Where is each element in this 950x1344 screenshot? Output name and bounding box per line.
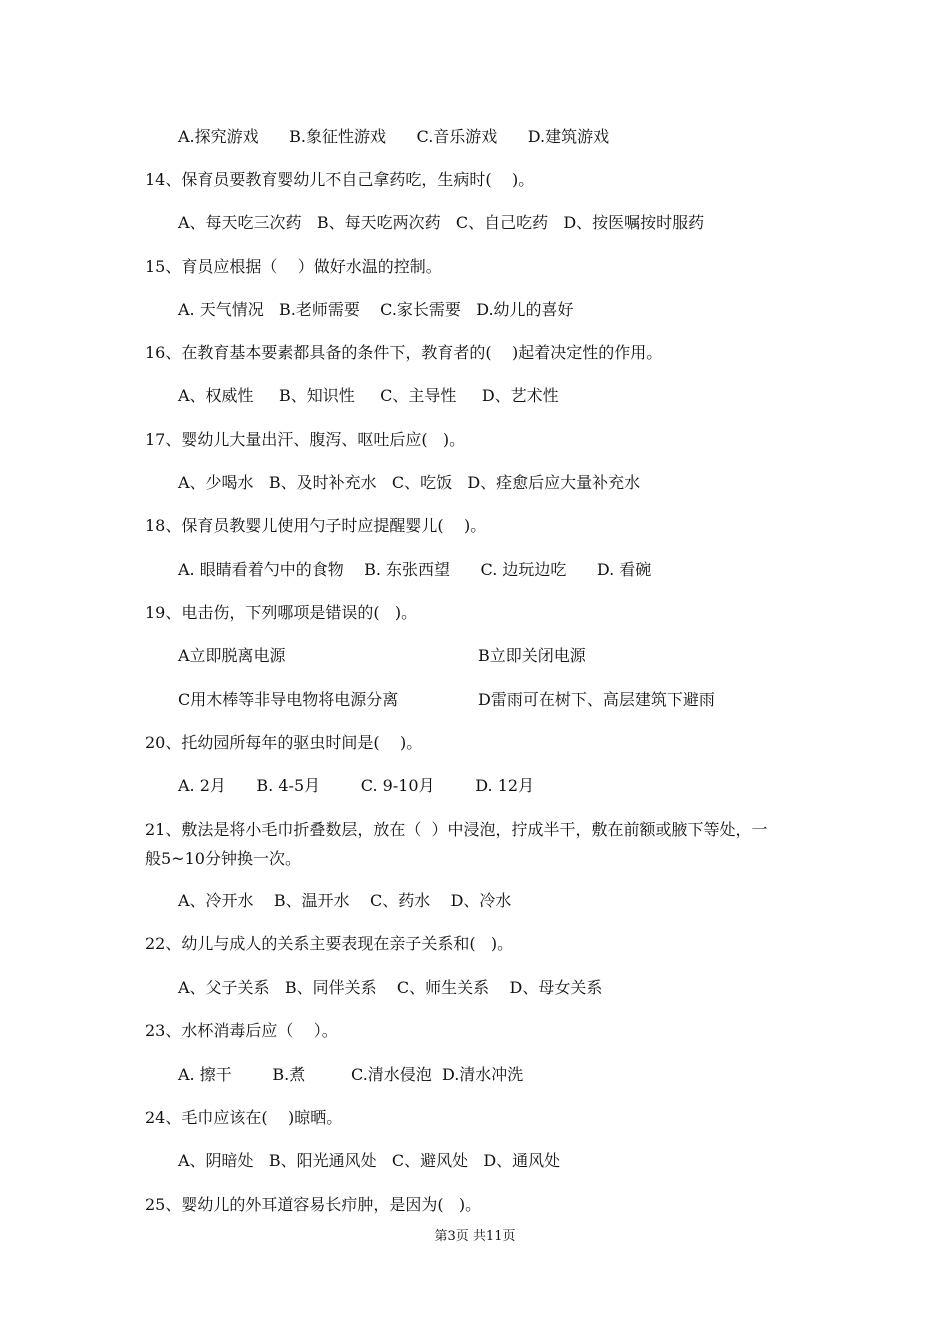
question-18: 18、保育员教婴儿使用勺子时应提醒婴儿( )。 bbox=[145, 516, 487, 535]
q22-options: A、父子关系 B、同伴关系 C、师生关系 D、母女关系 bbox=[178, 978, 603, 997]
question-24: 24、毛巾应该在( )晾晒。 bbox=[145, 1108, 343, 1127]
q15-options: A. 天气情况 B.老师需要 C.家长需要 D.幼儿的喜好 bbox=[178, 300, 574, 319]
q19-option-b: B立即关闭电源 bbox=[478, 646, 586, 665]
q19-option-c: C用木棒等非导电物将电源分离 bbox=[178, 690, 399, 709]
q18-options: A. 眼睛看着勺中的食物 B. 东张西望 C. 边玩边吃 D. 看碗 bbox=[178, 560, 652, 579]
q24-options: A、阴暗处 B、阳光通风处 C、避风处 D、通风处 bbox=[178, 1151, 561, 1170]
q14-options: A、每天吃三次药 B、每天吃两次药 C、自己吃药 D、按医嘱按时服药 bbox=[178, 213, 705, 232]
question-20: 20、托幼园所每年的驱虫时间是( )。 bbox=[145, 733, 423, 752]
question-15: 15、育员应根据（ ）做好水温的控制。 bbox=[145, 257, 442, 276]
q20-options: A. 2月 B. 4-5月 C. 9-10月 D. 12月 bbox=[178, 776, 535, 795]
question-14: 14、保育员要教育婴幼儿不自己拿药吃，生病时( )。 bbox=[145, 170, 535, 189]
q13-options: A.探究游戏 B.象征性游戏 C.音乐游戏 D.建筑游戏 bbox=[178, 127, 610, 146]
question-16: 16、在教育基本要素都具备的条件下，教育者的( )起着决定性的作用。 bbox=[145, 343, 663, 362]
question-21: 21、敷法是将小毛巾折叠数层，放在（ ）中浸泡，拧成半干，敷在前额或腋下等处，一 bbox=[145, 820, 768, 839]
q17-options: A、少喝水 B、及时补充水 C、吃饭 D、痊愈后应大量补充水 bbox=[178, 473, 641, 492]
question-17: 17、婴幼儿大量出汗、腹泻、呕吐后应( )。 bbox=[145, 430, 466, 449]
q23-options: A. 擦干 B.煮 C.清水侵泡 D.清水冲洗 bbox=[178, 1065, 524, 1084]
q21-options: A、冷开水 B、温开水 C、药水 D、冷水 bbox=[178, 891, 512, 910]
question-21-cont: 般5~10分钟换一次。 bbox=[145, 849, 301, 868]
q19-option-d: D雷雨可在树下、高层建筑下避雨 bbox=[478, 690, 715, 709]
question-23: 23、水杯消毒后应（ ）。 bbox=[145, 1021, 338, 1040]
question-19: 19、电击伤，下列哪项是错误的( )。 bbox=[145, 603, 418, 622]
question-22: 22、幼儿与成人的关系主要表现在亲子关系和( )。 bbox=[145, 934, 514, 953]
question-25: 25、婴幼儿的外耳道容易长疖肿，是因为( )。 bbox=[145, 1195, 482, 1214]
q19-option-a: A立即脱离电源 bbox=[178, 646, 286, 665]
q16-options: A、权威性 B、知识性 C、主导性 D、艺术性 bbox=[178, 386, 559, 405]
page-footer: 第3页 共11页 bbox=[434, 1229, 516, 1244]
